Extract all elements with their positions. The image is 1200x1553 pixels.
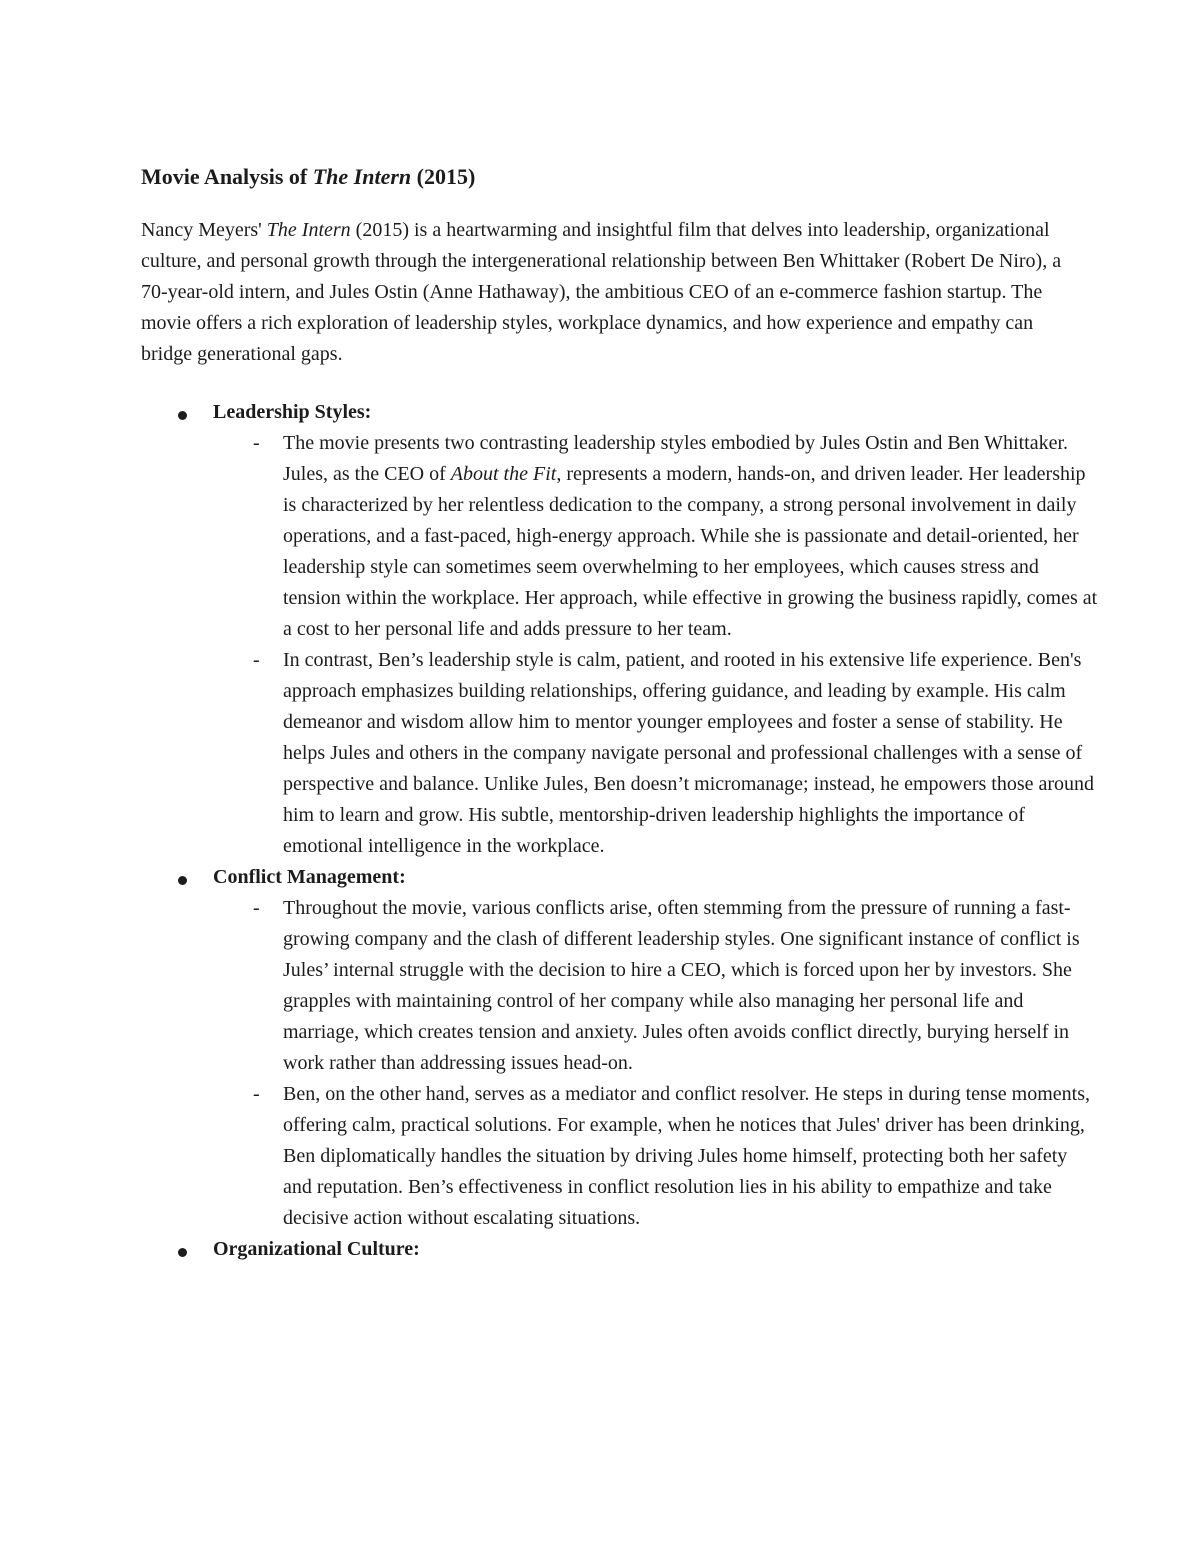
section-heading: Organizational Culture: xyxy=(213,1238,420,1260)
dash-marker: - xyxy=(253,432,260,454)
list-item xyxy=(213,645,1098,862)
section-heading: Conflict Management: xyxy=(213,866,406,888)
section-conflict-management xyxy=(141,862,1101,1234)
point-list xyxy=(213,428,1101,862)
section-heading: Leadership Styles: xyxy=(213,401,372,423)
section-list xyxy=(141,397,1101,1265)
intro-film-name: The Intern xyxy=(266,219,351,241)
dash-marker: - xyxy=(253,897,260,919)
list-item xyxy=(213,893,1098,1079)
title-suffix: (2015) xyxy=(411,164,476,189)
point-text: The movie presents two contrasting leadership styles embodied by Jules Ostin and Ben Whittaker. Jules, as the CEO of xyxy=(283,432,1069,485)
point-text: Ben, on the other hand, serves as a mediator and conflict resolver. He steps in during tense moments, offering calm, practical solutions. For example, when he notices that Jules' driver has been drinking, Ben diplomatically handles the situation by driving Jules home himself, protecting both her safety and reputation. Ben’s effectiveness in conflict resolution lies in his ability to empathize and take decisive action without escalating situations. xyxy=(283,1083,1091,1229)
section-organizational-culture xyxy=(141,1234,1101,1265)
document-title xyxy=(141,160,1101,194)
intro-text: (2015) is a heartwarming and insightful film that delves into leadership, organizational culture, and personal growth through the intergenerational relationship between Ben Whittaker (Robert De Niro), a 70-year-old intern, and Jules Ostin (Anne Hathaway), the ambitious CEO of an e-commerce fashion startup. The movie offers a rich exploration of leadership styles, workplace dynamics, and how experience and empathy can bridge generational gaps. xyxy=(141,219,1062,365)
point-text: In contrast, Ben’s leadership style is calm, patient, and rooted in his extensive life experience. Ben's approach emphasizes building relationships, offering guidance, and leading by example. His calm demeanor and wisdom allow him to mentor younger employees and foster a sense of stability. He helps Jules and others in the company navigate personal and professional challenges with a sense of perspective and balance. Unlike Jules, Ben doesn’t micromanage; instead, he empowers those around him to learn and grow. His subtle, mentorship-driven leadership highlights the importance of emotional intelligence in the workplace. xyxy=(283,649,1095,857)
dash-marker: - xyxy=(253,649,260,671)
title-prefix: Movie Analysis of xyxy=(141,164,313,189)
bullet-icon xyxy=(178,1248,187,1257)
point-list xyxy=(213,893,1101,1234)
bullet-icon xyxy=(178,411,187,420)
point-text-continued: , represents a modern, hands-on, and driven leader. Her leadership is characterized by her relentless dedication to the company, a strong personal involvement in daily operations, and a fast-paced, high-energy approach. While she is passionate and detail-oriented, her leadership style can sometimes seem overwhelming to her employees, which causes stress and tension within the workplace. Her approach, while effective in growing the business rapidly, comes at a cost to her personal life and adds pressure to her team. xyxy=(283,463,1098,640)
dash-marker: - xyxy=(253,1083,260,1105)
section-leadership-styles xyxy=(141,397,1101,862)
title-film-name: The Intern xyxy=(312,164,412,189)
point-text: Throughout the movie, various conflicts arise, often stemming from the pressure of running a fast-growing company and the clash of different leadership styles. One significant instance of conflict is Jules’ internal struggle with the decision to hire a CEO, which is forced upon her by investors. She grapples with maintaining control of her company while also managing her personal life and marriage, which creates tension and anxiety. Jules often avoids conflict directly, burying herself in work rather than addressing issues head-on. xyxy=(283,897,1080,1074)
intro-prefix: Nancy Meyers' xyxy=(141,219,267,241)
company-name: About the Fit xyxy=(450,463,557,485)
list-item xyxy=(213,1079,1098,1234)
intro-paragraph xyxy=(141,215,1086,370)
list-item xyxy=(213,428,1098,645)
bullet-icon xyxy=(178,876,187,885)
document-page xyxy=(141,160,1101,1265)
